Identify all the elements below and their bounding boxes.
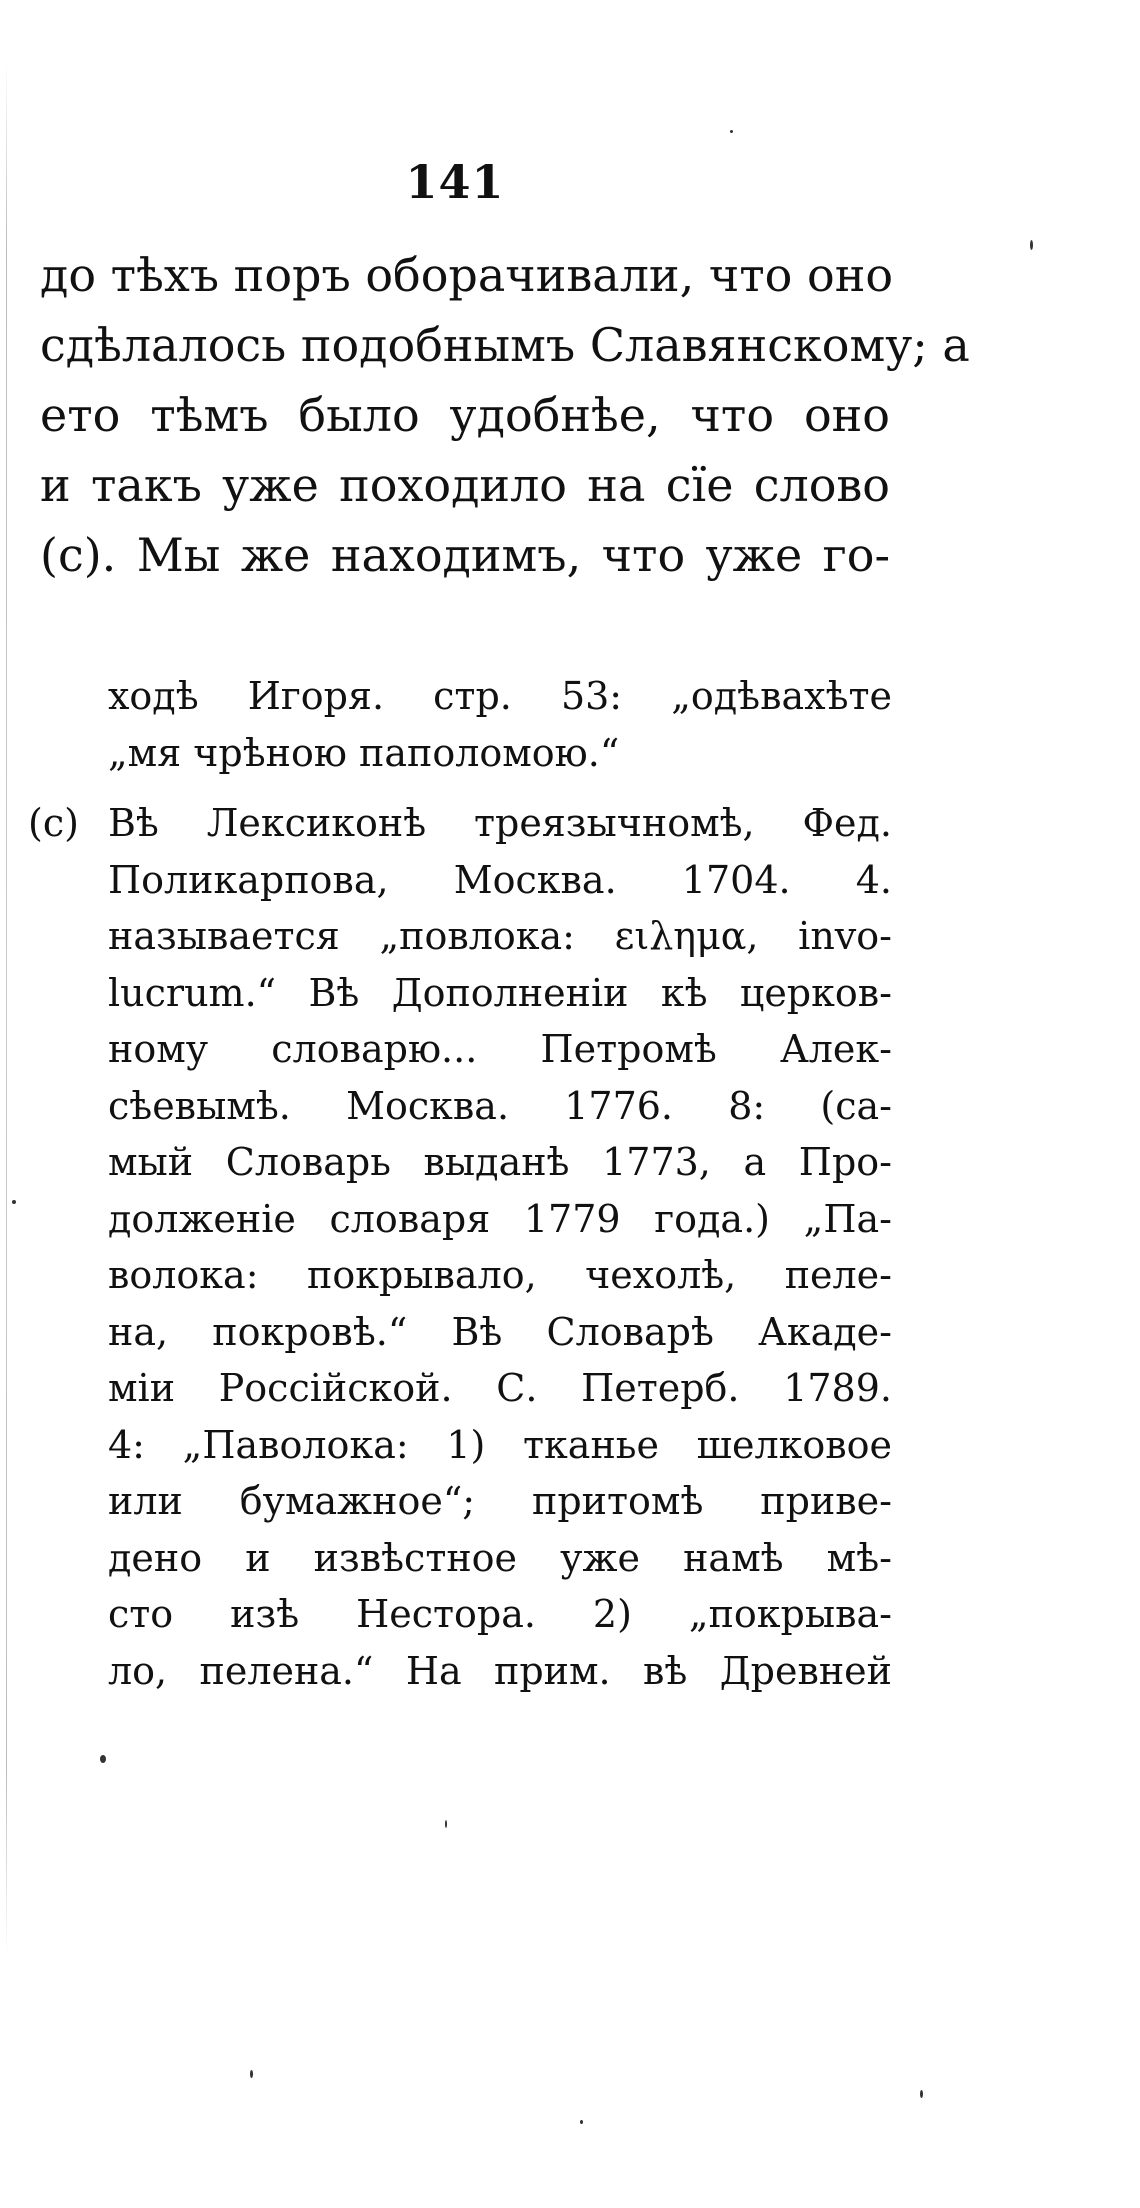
scan-speck	[580, 2120, 583, 2124]
scan-speck	[100, 1755, 106, 1763]
footnote-line: мiи Россiйской. С. Петерб. 1789.	[108, 1366, 892, 1410]
page-number: 141	[405, 155, 505, 209]
footnote-line: 4: „Паволока: 1) тканье шелковое	[108, 1422, 892, 1467]
footnote-line-text: Вѣ Лексиконѣ треязычномѣ, Фед.	[108, 801, 892, 845]
footnote-line: сто изѣ Нестора. 2) „покрыва-	[108, 1592, 892, 1636]
main-text-line: (с). Мы же находимъ, что уже го-	[40, 528, 890, 582]
footnote-line: мый Словарь выданѣ 1773, а Про-	[108, 1140, 892, 1184]
main-text-line: и такъ уже походило на сїе слово	[40, 458, 890, 512]
footnote-line: на, покровѣ.“ Вѣ Словарѣ Акаде-	[108, 1309, 892, 1354]
main-text-line: до тѣхъ поръ оборачивали, что оно	[40, 248, 894, 302]
scan-speck	[445, 1820, 447, 1828]
scan-speck	[730, 130, 733, 133]
footnote-marker: (с)	[28, 801, 79, 845]
page-edge-shadow	[6, 60, 7, 1960]
main-text-line: ето тѣмъ было удобнѣе, что оно	[40, 388, 890, 442]
main-text-block	[40, 240, 970, 590]
footnote-c-first-line	[28, 795, 892, 852]
footnote-line: долженiе словаря 1779 года.) „Па-	[108, 1196, 892, 1241]
scan-speck	[920, 2090, 923, 2098]
footnote-line: Поликарпова, Москва. 1704. 4.	[108, 857, 892, 902]
footnotes-block	[28, 668, 892, 1699]
footnote-line: ло, пелена.“ На прим. вѣ Древней	[108, 1648, 892, 1693]
footnote-line: ходѣ Игоря. стр. 53: „одѣвахѣте	[108, 674, 892, 718]
footnote-line: ному словарю... Петромѣ Алек-	[108, 1027, 892, 1071]
footnote-line: или бумажное“; притомѣ приве-	[108, 1479, 892, 1523]
main-text-line: сдѣлалось подобнымъ Славянскому; а	[40, 318, 970, 372]
scan-speck	[1030, 240, 1033, 250]
footnote-line: называется „повлока: ειλημα, invo-	[108, 914, 892, 958]
scan-speck	[12, 1200, 16, 1204]
footnote-line: lucrum.“ Вѣ Дополненiи кѣ церков-	[108, 970, 892, 1015]
footnote-line: дено и извѣстное уже намѣ мѣ-	[108, 1535, 892, 1580]
footnote-line: сѣевымѣ. Москва. 1776. 8: (са-	[108, 1083, 892, 1128]
scan-speck	[250, 2070, 253, 2078]
footnote-line: „мя чрѣною паполомою.“	[108, 730, 620, 775]
footnote-line: волока: покрывало, чехолѣ, пеле-	[108, 1253, 892, 1297]
